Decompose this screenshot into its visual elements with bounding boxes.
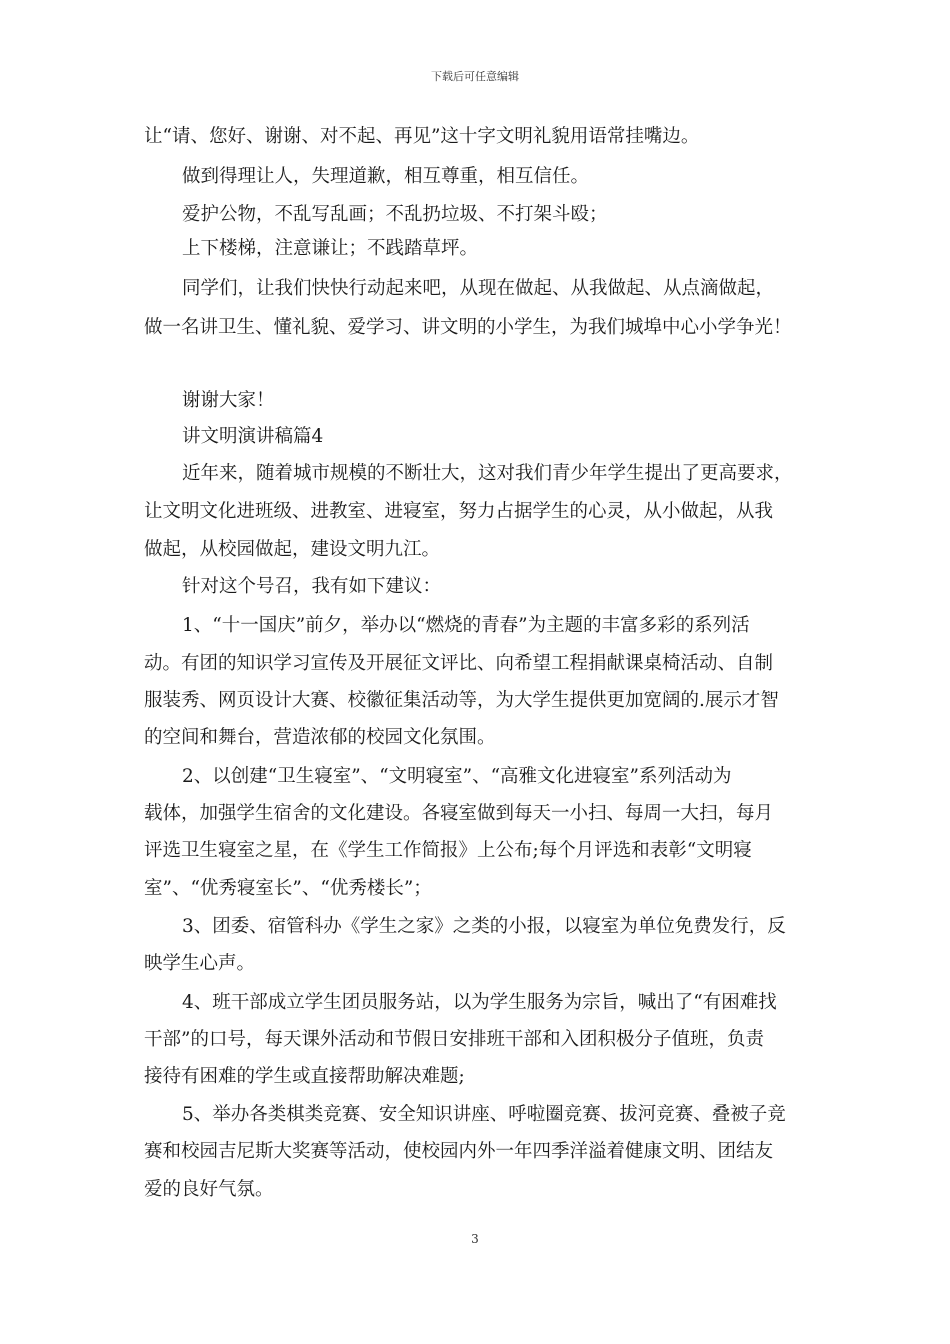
body-line: 评选卫生寝室之星，在《学生工作简报》上公布;每个月评选和表彰“文明寝 [144,840,752,861]
section-title: 讲文明演讲稿篇4 [182,426,324,447]
body-line: 上下楼梯，注意谦让；不践踏草坪。 [182,238,479,259]
body-line: 4、班干部成立学生团员服务站，以为学生服务为宗旨，喊出了“有困难找 [182,992,777,1013]
body-line: 让文明文化进班级、进教室、进寝室，努力占据学生的心灵，从小做起，从我 [144,501,774,522]
body-line: 让“请、您好、谢谢、对不起、再见”这十字文明礼貌用语常挂嘴边。 [144,126,700,147]
body-line: 做到得理让人，失理道歉，相互尊重，相互信任。 [182,166,590,187]
page-header: 下载后可任意编辑 [431,70,519,83]
body-line: 映学生心声。 [144,953,256,974]
body-line: 赛和校园吉尼斯大奖赛等活动，使校园内外一年四季洋溢着健康文明、团结友 [144,1141,774,1162]
body-line: 动。有团的知识学习宣传及开展征文评比、向希望工程捐献课桌椅活动、自制 [144,653,774,674]
body-line: 谢谢大家！ [182,390,275,411]
body-line: 接待有困难的学生或直接帮助解决难题; [144,1066,465,1087]
body-line: 服装秀、网页设计大赛、校徽征集活动等，为大学生提供更加宽阔的.展示才智 [144,690,779,711]
body-line: 爱护公物，不乱写乱画；不乱扔垃圾、不打架斗殴； [182,204,608,225]
body-line: 3、团委、宿管科办《学生之家》之类的小报，以寝室为单位免费发行，反 [182,916,786,937]
body-line: 1、“十一国庆”前夕，举办以“燃烧的青春”为主题的丰富多彩的系列活 [182,615,750,636]
body-line: 近年来，随着城市规模的不断壮大，这对我们青少年学生提出了更高要求， [182,463,793,484]
body-line: 做一名讲卫生、懂礼貌、爱学习、讲文明的小学生，为我们城埠中心小学争光！ [144,317,792,338]
body-line: 做起，从校园做起，建设文明九江。 [144,539,441,560]
body-line: 5、举办各类棋类竞赛、安全知识讲座、呼啦圈竞赛、拔河竞赛、叠被子竞 [182,1104,786,1125]
page-number: 3 [471,1232,479,1246]
body-line: 干部”的口号，每天课外活动和节假日安排班干部和入团积极分子值班，负责 [144,1029,764,1050]
body-line: 同学们，让我们快快行动起来吧，从现在做起、从我做起、从点滴做起， [182,278,775,299]
body-line: 的空间和舞台，营造浓郁的校园文化氛围。 [144,727,496,748]
body-line: 爱的良好气氛。 [144,1179,274,1200]
body-line: 2、以创建“卫生寝室”、“文明寝室”、“高雅文化进寝室”系列活动为 [182,766,732,787]
body-line: 室”、“优秀寝室长”、“优秀楼长”； [144,878,432,899]
body-line: 针对这个号召，我有如下建议： [182,576,442,597]
body-line: 载体，加强学生宿舍的文化建设。各寝室做到每天一小扫、每周一大扫，每月 [144,803,774,824]
